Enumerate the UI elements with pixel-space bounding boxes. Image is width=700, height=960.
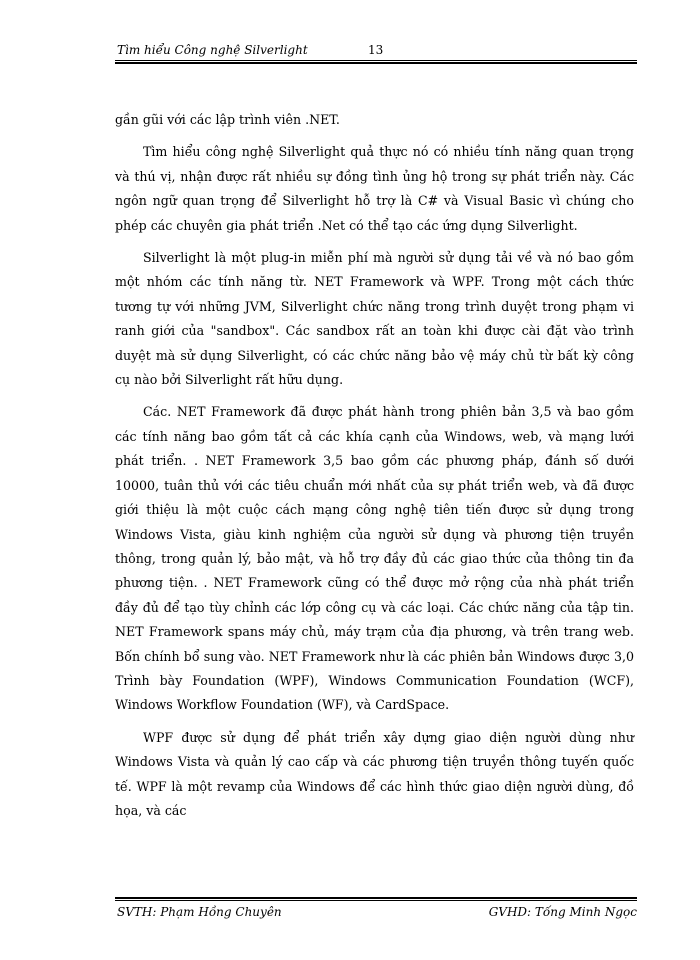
footer-rule-thick xyxy=(115,897,637,899)
footer-rule xyxy=(115,900,637,901)
page-number: 13 xyxy=(368,43,384,57)
paragraph: WPF được sử dụng để phát triển xây dựng giao diện người dùng như Windows Vista và quản lý cao cấp và các phương tiện truyền thông tuyến quốc tế. WPF là một revamp của Windows để các hình thức giao diện người dùng, đồ họa, và các xyxy=(115,729,634,818)
footer-student: SVTH: Phạm Hồng Chuyên xyxy=(117,905,282,919)
footer-supervisor: GVHD: Tống Minh Ngọc xyxy=(488,905,637,919)
header-rule xyxy=(115,60,637,61)
header-rule-thick xyxy=(115,62,637,64)
page-header xyxy=(115,42,637,60)
paragraph: gần gũi với các lập trình viên .NET. xyxy=(115,112,340,127)
header-title: Tìm hiểu Công nghệ Silverlight xyxy=(117,43,308,57)
paragraph: Các. NET Framework đã được phát hành trong phiên bản 3,5 và bao gồm các tính năng bao gồm tất cả các khía cạnh của Windows, web, và mạng lưới phát triển. . NET Framework 3,5 bao gồm các phương pháp, đánh số dưới 10000, tuân thủ với các tiêu chuẩn mới nhất của sự phát triển web, và đã được giới thiệu là một cuộc cách mạng công nghệ tiên tiến được sử dụng trong Windows Vista, giàu kinh nghiệm của người sử dụng và phương tiện truyền thông, trong quản lý, bảo mật, và hỗ trợ đầy đủ các giao thức của thông tin đa phương tiện. . NET Framework cũng có thể được mở rộng của nhà phát triển đầy đủ để tạo tùy chỉnh các lớp công cụ và các loại. Các chức năng của tập tin. NET Framework spans máy chủ, máy trạm của địa phương, và trên trang web. Bốn chính bổ sung vào. NET Framework như là các phiên bản Windows được 3,0 Trình bày Foundation (WPF), Windows Communication Foundation (WCF), Windows Workflow Foundation (WF), và CardSpace. xyxy=(115,404,634,713)
paragraph: Silverlight là một plug-in miễn phí mà người sử dụng tải về và nó bao gồm một nhóm các tính năng từ. NET Framework và WPF. Trong một cách thức tương tự với những JVM, Silverlight chức năng trong trình duyệt trong phạm vi ranh giới của "sandbox". Các sandbox rất an toàn khi được cài đặt vào trình duyệt mà sử dụng Silverlight, có các chức năng bảo vệ máy chủ từ bất kỳ công cụ nào bởi Silverlight rất hữu dụng. xyxy=(115,250,634,388)
body-text xyxy=(115,108,634,831)
paragraph: Tìm hiểu công nghệ Silverlight quả thực nó có nhiều tính năng quan trọng và thú vị, nhận được rất nhiều sự đồng tình ủng hộ trong sự phát triển này. Các ngôn ngữ quan trọng để Silverlight hỗ trợ là C# và Visual Basic vì chúng cho phép các chuyên gia phát triển .Net có thể tạo các ứng dụng Silverlight. xyxy=(115,144,634,233)
page-footer xyxy=(115,905,637,923)
